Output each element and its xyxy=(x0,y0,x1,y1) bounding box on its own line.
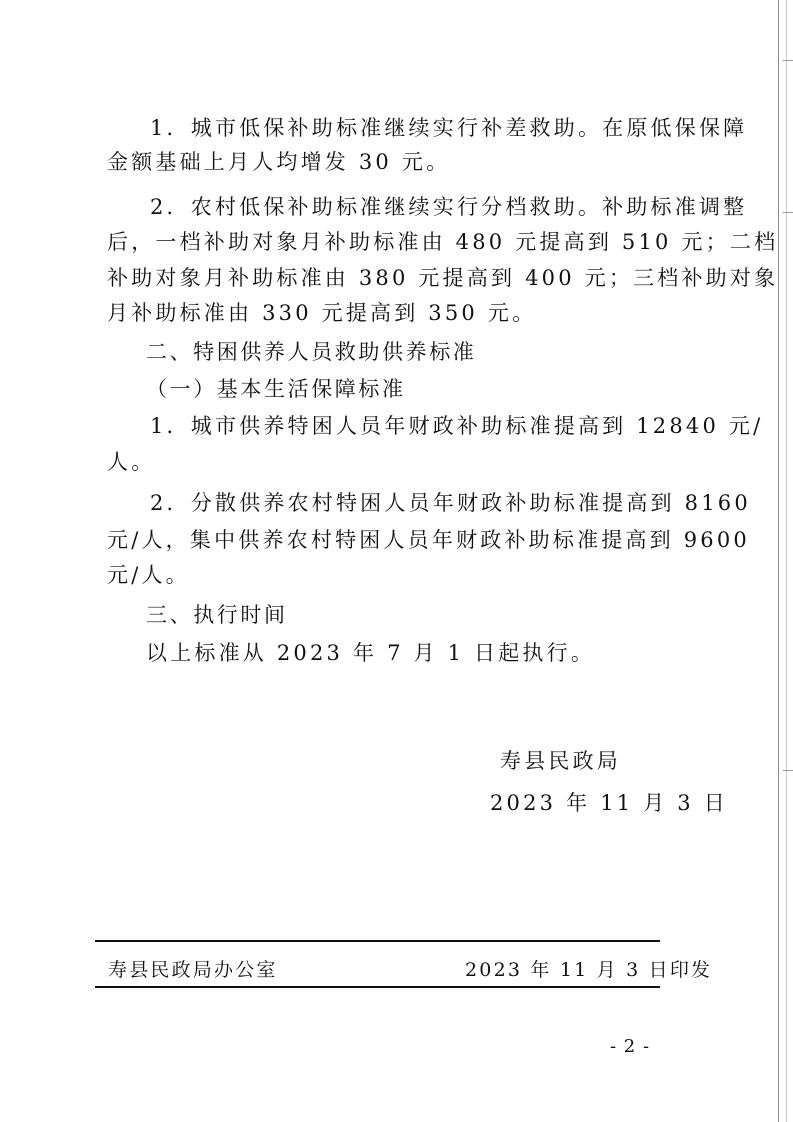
scan-edge-mark xyxy=(783,212,793,213)
body-line: 金额基础上月人均增发 30 元。 xyxy=(107,150,451,174)
scan-edge-mark xyxy=(783,770,793,771)
body-line: 以上标准从 2023 年 7 月 1 日起执行。 xyxy=(146,641,596,665)
body-line: 1．城市低保补助标准继续实行补差救助。在原低保保障 xyxy=(150,116,748,140)
body-line: 元/人。 xyxy=(107,563,190,587)
section-heading: 二、特困供养人员救助供养标准 xyxy=(146,340,477,364)
body-line: 2．分散供养农村特困人员年财政补助标准提高到 8160 xyxy=(150,491,751,515)
body-line: 补助对象月补助标准由 380 元提高到 400 元；三档补助对象 xyxy=(107,266,779,290)
signature-date: 2023 年 11 月 3 日 xyxy=(490,791,728,815)
footer-top-rule xyxy=(95,940,660,942)
body-line: 元/人，集中供养农村特困人员年财政补助标准提高到 9600 xyxy=(107,528,750,552)
body-line: 月补助标准由 330 元提高到 350 元。 xyxy=(107,301,537,325)
body-line: 人。 xyxy=(107,450,156,474)
footer-bottom-rule xyxy=(95,986,660,988)
section-heading: 三、执行时间 xyxy=(146,603,288,627)
body-line: 2．农村低保补助标准继续实行分档救助。补助标准调整 xyxy=(150,195,748,219)
signature-organization: 寿县民政局 xyxy=(500,749,621,773)
page-number: - 2 - xyxy=(610,1036,651,1057)
subsection-heading: （一）基本生活保障标准 xyxy=(146,377,406,401)
body-line: 后，一档补助对象月补助标准由 480 元提高到 510 元；二档 xyxy=(107,230,779,254)
body-line: 1．城市供养特困人员年财政补助标准提高到 12840 元/ xyxy=(150,414,764,438)
scan-edge-line xyxy=(778,0,779,1122)
scan-edge-mark xyxy=(783,60,793,61)
scan-edge-line-inner xyxy=(786,0,787,1122)
footer-issuer: 寿县民政局办公室 xyxy=(108,959,278,981)
footer-print-date: 2023 年 11 月 3 日印发 xyxy=(465,959,713,981)
